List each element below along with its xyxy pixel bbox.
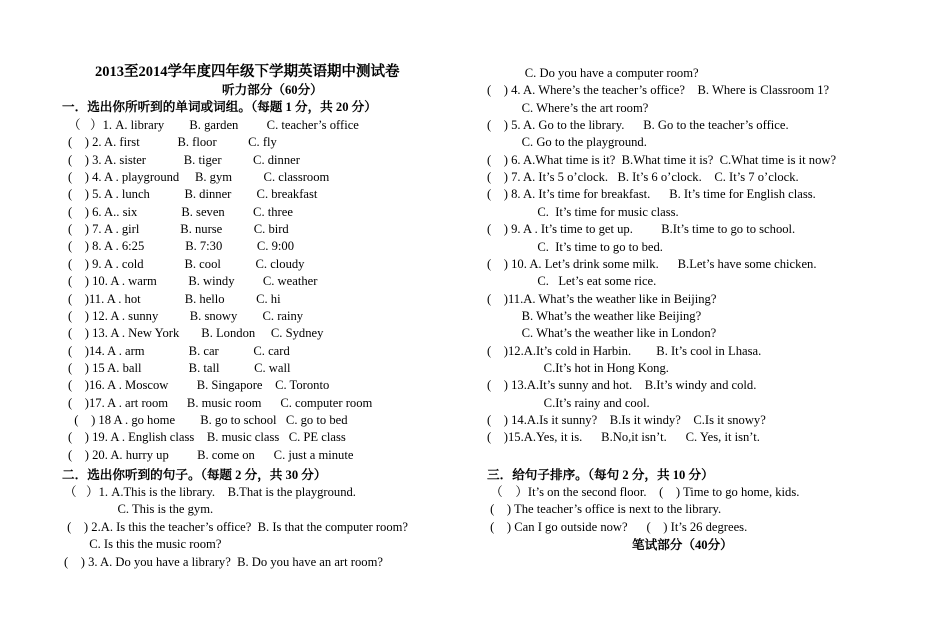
question-item: ( ) 12. A . sunny B. snowy C. rainy: [68, 308, 304, 323]
question-line: ( ) 9. A . It’s time to get up. B.It’s time to go to school.: [487, 222, 796, 237]
writing-header: 笔试部分（40分）: [632, 538, 733, 552]
question-item: ( ) 2. A. first B. floor C. fly: [68, 135, 277, 150]
question-item: ( ) 15 A. ball B. tall C. wall: [68, 360, 291, 375]
question-item: ( ) 7. A . girl B. nurse C. bird: [68, 222, 289, 237]
question-line: C. It’s time for music class.: [487, 204, 679, 219]
question-item: ( ) 6. A.. six B. seven C. three: [68, 204, 293, 219]
section1-heading: 一．选出你所听到的单词或词组。（每题 1 分，共 20 分）: [62, 100, 377, 114]
question-item: ( )14. A . arm B. car C. card: [68, 343, 290, 358]
question-item: ( )11. A . hot B. hello C. hi: [68, 291, 281, 306]
question-line: C. Go to the playground.: [487, 135, 647, 150]
section2-heading: 二．选出你听到的句子。（每题 2 分，共 30 分）: [62, 468, 327, 482]
ordering-line: ( ) The teacher’s office is next to the library.: [487, 502, 722, 517]
question-line: ( ) 13.A.It’s sunny and hot. B.It’s windy and cold.: [487, 378, 757, 393]
question-line: ( )11.A. What’s the weather like in Beijing?: [487, 291, 717, 306]
question-item: ( ) 3. A. sister B. tiger C. dinner: [68, 152, 300, 167]
question-item: ( ) 8. A . 6:25 B. 7:30 C. 9:00: [68, 239, 294, 254]
question-line: ( ) 3. A. Do you have a library? B. Do you have an art room?: [64, 554, 383, 569]
question-item: ( ) 18 A . go home B. go to school C. go to bed: [68, 412, 348, 427]
question-line: C.It’s hot in Hong Kong.: [487, 360, 669, 375]
question-line: C.It’s rainy and cool.: [487, 395, 650, 410]
question-line: ( )12.A.It’s cold in Harbin. B. It’s cool in Lhasa.: [487, 343, 762, 358]
question-line: ( ) 6. A.What time is it? B.What time it is? C.What time is it now?: [487, 152, 837, 167]
ordering-line: ( ) Can I go outside now? ( ) It’s 26 degrees.: [487, 519, 748, 534]
question-line: ( ) 4. A. Where’s the teacher’s office? B. Where is Classroom 1?: [487, 83, 830, 98]
question-line: C. What’s the weather like in London?: [487, 326, 717, 341]
exam-title: 2013至2014学年度四年级下学期英语期中测试卷: [95, 64, 400, 80]
question-item: ( )16. A . Moscow B. Singapore C. Toronto: [68, 378, 330, 393]
question-line: C. It’s time to go to bed.: [487, 239, 663, 254]
question-line: C. This is the gym.: [64, 502, 214, 517]
question-line: C. Do you have a computer room?: [487, 66, 699, 80]
question-line: ( ) 10. A. Let’s drink some milk. B.Let’s have some chicken.: [487, 256, 817, 271]
question-line: B. What’s the weather like Beijing?: [487, 308, 702, 323]
question-line: ( )15.A.Yes, it is. B.No,it isn’t. C. Yes, it isn’t.: [487, 430, 760, 445]
question-line: C. Let’s eat some rice.: [487, 274, 657, 289]
question-line: C. Is this the music room?: [64, 537, 222, 552]
listening-header: 听力部分（60分）: [222, 83, 323, 97]
question-item: ( ) 20. A. hurry up B. come on C. just a minute: [68, 447, 354, 462]
question-line: （ ）1. A.This is the library. B.That is the playground.: [64, 485, 356, 499]
ordering-line: （ ）It’s on the second floor. ( ) Time to go home, kids.: [487, 485, 800, 499]
question-item: ( ) 5. A . lunch B. dinner C. breakfast: [68, 187, 318, 202]
question-line: ( ) 2.A. Is this the teacher’s office? B. Is that the computer room?: [64, 519, 409, 534]
question-item: （ ）1. A. library B. garden C. teacher’s office: [68, 118, 359, 132]
question-item: ( ) 4. A . playground B. gym C. classroom: [68, 170, 330, 185]
question-item: ( ) 9. A . cold B. cool C. cloudy: [68, 256, 305, 271]
question-line: ( ) 7. A. It’s 5 o’clock. B. It’s 6 o’clock. C. It’s 7 o’clock.: [487, 170, 799, 185]
question-line: C. Where’s the art room?: [487, 100, 649, 115]
question-line: ( ) 5. A. Go to the library. B. Go to the teacher’s office.: [487, 118, 789, 133]
question-item: ( ) 10. A . warm B. windy C. weather: [68, 274, 318, 289]
section3-heading: 三．给句子排序。（每句 2 分，共 10 分）: [487, 468, 714, 482]
question-item: ( ) 19. A . English class B. music class C. PE class: [68, 430, 346, 445]
question-line: ( ) 14.A.Is it sunny? B.Is it windy? C.Is it snowy?: [487, 413, 766, 427]
question-item: ( )17. A . art room B. music room C. computer room: [68, 395, 373, 410]
question-line: ( ) 8. A. It’s time for breakfast. B. It’s time for English class.: [487, 187, 816, 202]
question-item: ( ) 13. A . New York B. London C. Sydney: [68, 326, 324, 341]
